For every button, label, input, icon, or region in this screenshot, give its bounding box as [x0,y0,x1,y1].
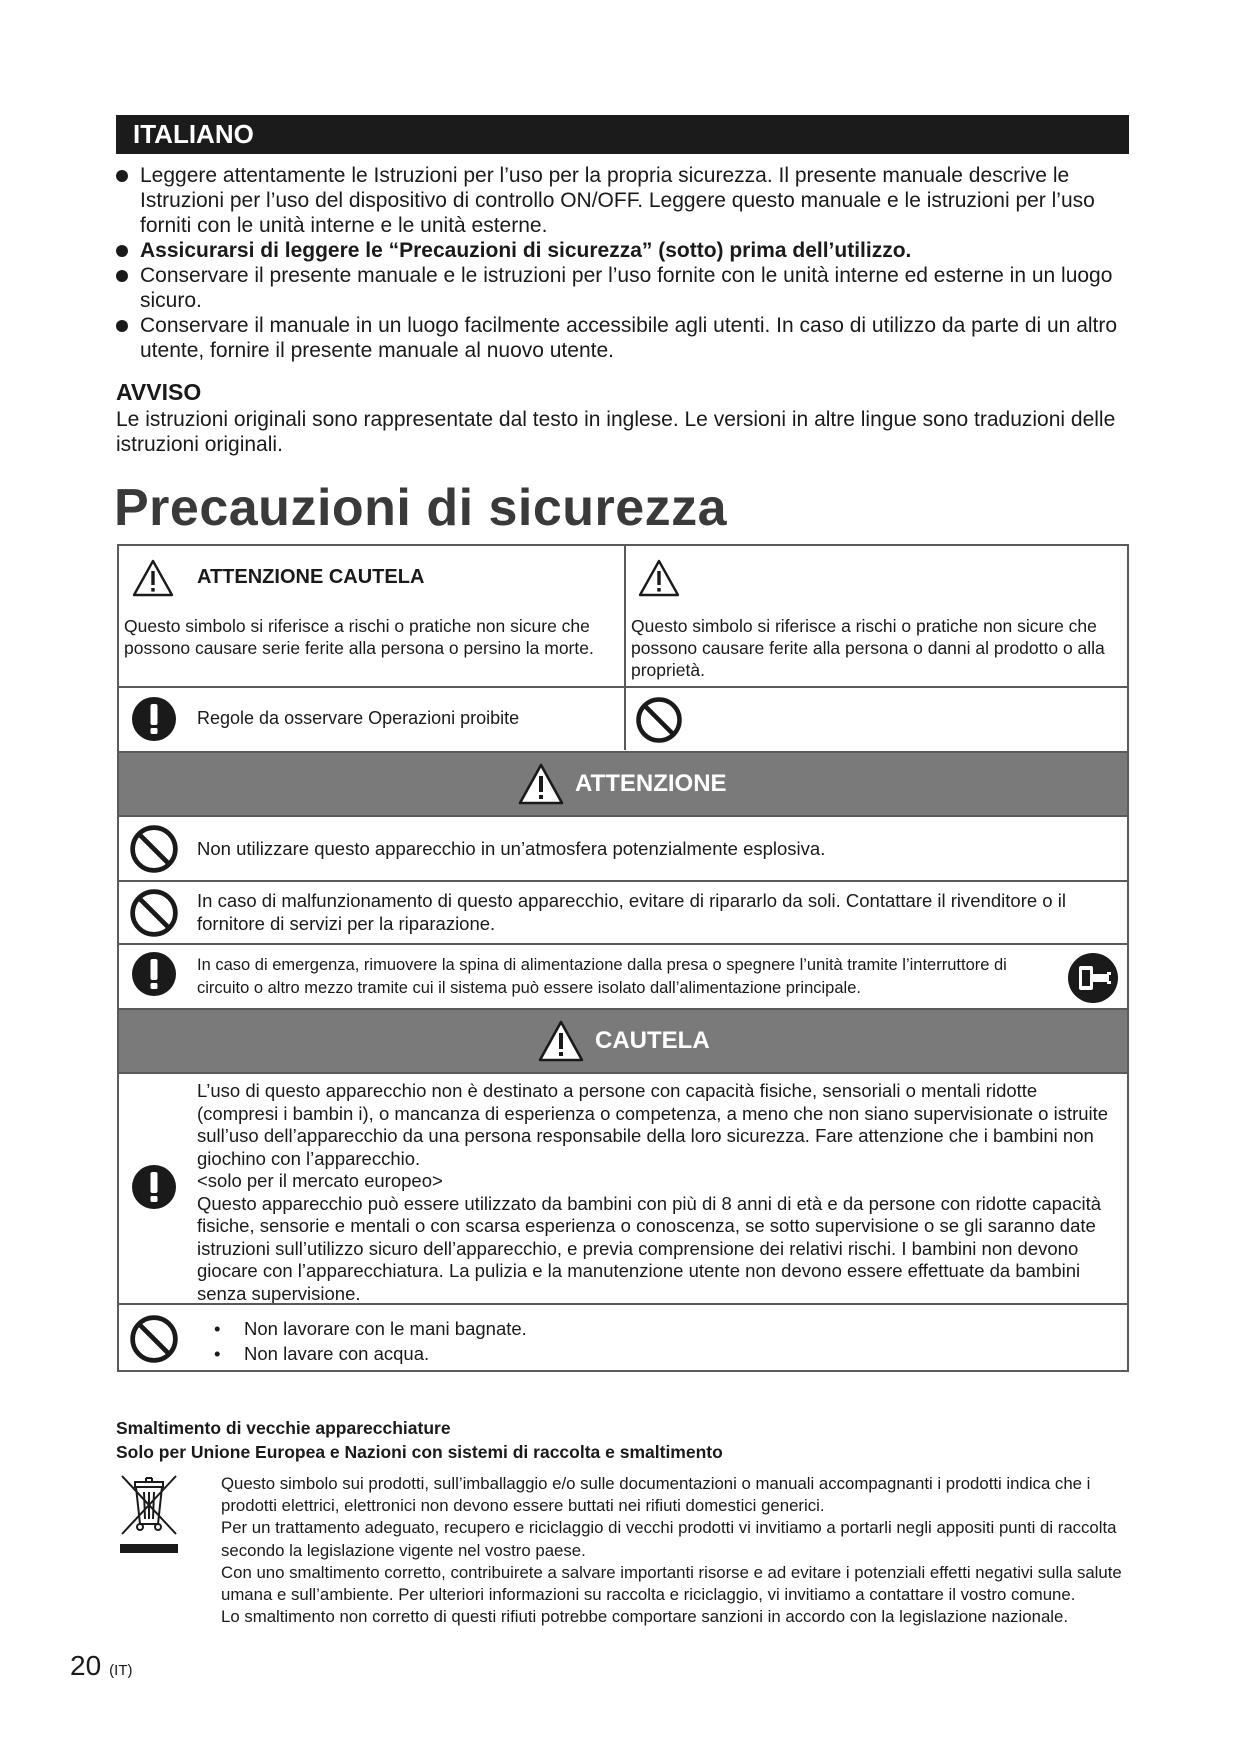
warning-triangle-icon [637,558,681,602]
attenzione-item: In caso di emergenza, rimuovere la spina di alimentazione dalla presa o spegnere l’unità tramite l’interruttore di circuito o altro mezzo tramite cui il sistema può essere isolato dall’alimentazione principale. [197,956,1007,997]
prohibited-icon [129,824,179,874]
attenzione-item: Non utilizzare questo apparecchio in un’atmosfera potenzialmente esplosiva. [197,838,826,859]
legend-right-text: Questo simbolo si riferisce a rischi o pratiche non sicure che possono causare ferite alla persona o danni al prodotto o alla proprietà. [631,616,1105,680]
page-title: Precauzioni di sicurezza [114,479,728,537]
legend-left-text: Questo simbolo si riferisce a rischi o pratiche non sicure che possono causare serie ferite alla persona o persino la morte. [124,616,594,658]
cautela-paragraph: <solo per il mercato europeo> [197,1170,443,1191]
warning-triangle-icon [131,558,175,602]
intro-bullet: Conservare il presente manuale e le istruzioni per l’uso fornite con le unità interne ed esterne in un luogo sicuro. [116,263,1136,313]
list-item: • Non lavare con acqua. [214,1343,430,1364]
prohibited-icon [635,696,683,744]
mandatory-icon [131,1164,177,1210]
disposal-paragraph: Lo smaltimento non corretto di questi rifiuti potrebbe comportare sanzioni in accordo con la legislazione nazionale. [221,1607,1068,1627]
intro-bullets [116,163,1136,363]
avviso-heading: AVVISO [116,379,202,405]
cautela-bullets [214,1316,527,1366]
intro-bullet: Assicurarsi di leggere le “Precauzioni di sicurezza” (sotto) prima dell’utilizzo. [116,238,1136,263]
legend-divider [624,546,626,750]
cautela-main-text [197,1080,1119,1305]
legend-rules-text: Regole da osservare Operazioni proibite [197,708,520,728]
list-item: • Non lavorare con le mani bagnate. [214,1318,527,1339]
page-number: 20 (IT) [70,1650,133,1681]
warning-triangle-icon [537,1019,585,1063]
cautela-paragraph: L’uso di questo apparecchio non è destinato a persone con capacità fisiche, sensoriali o mentali ridotte (compresi i bambin i), o mancanza di esperienza o competenza, a meno che non siano supervisionate o istruite sull’uso dell’apparecchio da una persona responsabile della loro sicurezza. Fare attenzione che i bambini non giochino con l’apparecchio. [197,1080,1109,1169]
disposal-paragraph: Con uno smaltimento corretto, contribuirete a salvare importanti risorse e ad evitare i potenziali effetti negativi sulla salute umana e sull’ambiente. Per ulteriori informazioni su raccolta e riciclaggio, vi invitiamo a contattare il vostro comune. [221,1562,1122,1605]
cautela-bar [119,1008,1127,1074]
legend-left-header: ATTENZIONE CAUTELA [197,566,425,588]
language-section-bar: ITALIANO [116,115,1129,154]
unplug-icon [1067,952,1119,1004]
lang-code: (IT) [109,1662,133,1679]
intro-bullet: Conservare il manuale in un luogo facilmente accessibile agli utenti. In caso di utilizzo da parte di un altro utente, fornire il presente manuale al nuovo utente. [116,313,1136,363]
prohibited-icon [129,1314,179,1364]
cautela-paragraph: Questo apparecchio può essere utilizzato da bambini con più di 8 anni di età e da persone con ridotte capacità fisiche, sensorie e mentali o con scarsa esperienza o conoscenza, se sotto supervisione o se gli saranno date istruzioni sull’utilizzo sicuro dell’apparecchio, e previa comprensione dei relativi rischi. I bambini non devono giocare con l’apparecchiatura. La pulizia e la manutenzione utente non devono essere effettuate da bambini senza supervisione. [197,1192,1101,1304]
mandatory-icon [131,951,177,997]
safety-table [117,544,1129,1372]
disposal-text [221,1473,1141,1628]
attenzione-bar [119,751,1127,817]
weee-bin-icon [118,1472,180,1558]
prohibited-icon [129,888,179,938]
intro-bullet: Leggere attentamente le Istruzioni per l’uso per la propria sicurezza. Il presente manuale descrive le Istruzioni per l’uso del dispositivo di controllo ON/OFF. Leggere questo manuale e le istruzioni per l’uso forniti con le unità interne e le unità esterne. [116,163,1136,238]
disposal-paragraph: Questo simbolo sui prodotti, sull’imballaggio e/o sulle documentazioni o manuali accompagnanti i prodotti indica che i prodotti elettrici, elettronici non devono essere buttati nei rifiuti domestici generici. [221,1474,1091,1516]
disposal-heading: Smaltimento di vecchie apparecchiature Solo per Unione Europea e Nazioni con sistemi di raccolta e smaltimento [116,1418,723,1462]
attenzione-item: In caso di malfunzionamento di questo apparecchio, evitare di ripararlo da soli. Contattare il rivenditore o il fornitore di servizi per la riparazione. [197,890,1066,934]
warning-triangle-icon [517,762,565,806]
avviso-text: Le istruzioni originali sono rappresentate dal testo in inglese. Le versioni in altre lingue sono traduzioni delle istruzioni originali. [116,408,1116,456]
attenzione-label: ATTENZIONE [575,770,727,797]
mandatory-icon [131,696,177,742]
cautela-label: CAUTELA [595,1027,710,1054]
disposal-paragraph: Per un trattamento adeguato, recupero e riciclaggio di vecchi prodotti vi invitiamo a portarli negli appositi punti di raccolta secondo la legislazione vigente nel vostro paese. [221,1518,1117,1560]
